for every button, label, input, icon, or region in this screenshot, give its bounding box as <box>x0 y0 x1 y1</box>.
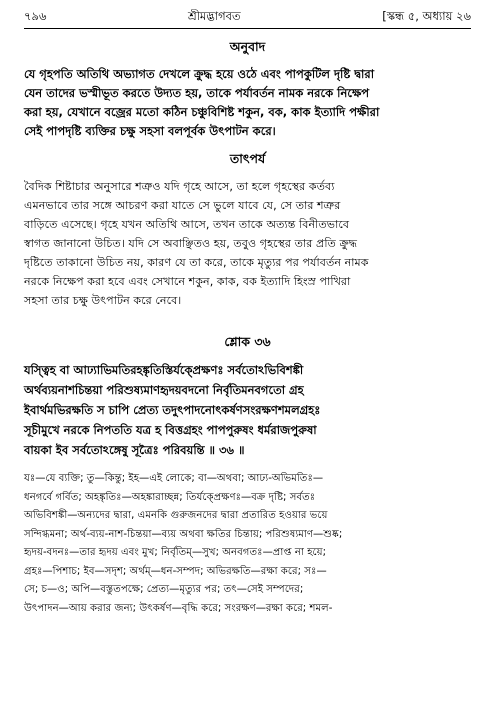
synonym-line: হৃদয়-বদনঃ—তার হৃদয় এবং মুখ; নির্বৃতিম্—সুখ; অনবগতঃ—প্রাপ্ত না হয়ে; <box>24 547 327 558</box>
word-synonyms <box>24 470 471 618</box>
purport-line: সহসা তার চক্ষু উৎপাটন করে নেবে। <box>24 294 182 307</box>
verse-line: অর্থব্যয়নাশচিন্তয়া পরিশুষ্যমাণহৃদয়বদনো নির্বৃতিমনবগতো গ্রহ <box>24 383 304 397</box>
page-number: ৭৯৬ <box>24 9 47 23</box>
chapter-reference: [স্কন্ধ ৫, অধ্যায় ২৬ <box>382 9 471 23</box>
synonym-line: উৎপাদন—আয় করার জন্য; উৎকর্ষণ—বৃদ্ধি করে; সংরক্ষণ—রক্ষা করে; শমল- <box>24 602 333 614</box>
synonym-line: গ্রহঃ—পিশাচ; ইব—সদৃশ; অর্থম্—ধন-সম্পদ; অভিরক্ষতি—রক্ষা করে; সঃ— <box>24 565 327 577</box>
verse-text <box>24 360 471 460</box>
verse-line: যস্ত্বিহ বা আঢ্যাভিমতিরহঙ্কৃতিস্তির্যক্প্রেক্ষণঃ সর্বতোঽভিবিশঙ্কী <box>24 363 304 377</box>
section-spacer <box>24 310 471 324</box>
header-rule <box>24 28 471 29</box>
purport-line: নরকে নিক্ষেপ করা হবে এবং সেখানে শকুন, কাক, বক ইত্যাদি হিংস্র পাখিরা <box>24 275 351 288</box>
synonym-line: অভিবিশঙ্কী—অন্যদের দ্বারা, এমনকি গুরুজনদের দ্বারা প্রতারিত হওয়ার ভয়ে <box>24 510 328 521</box>
synonym-line: সে; চ—ও; অপি—বস্তুতপক্ষে; প্রেত্য—মৃত্যুর পর; তৎ—সেই সম্পদের; <box>24 584 304 595</box>
purport-line: দৃষ্টিতে তাকানো উচিত নয়, কারণ যে তা করে, তাকে মৃত্যুর পর পর্যাবর্তন নামক <box>24 256 369 269</box>
verse-line: বায়কা ইব সর্বতোঽঙ্গেষু সূত্রৈঃ পরিবয়ন্তি ॥ ৩৬ ॥ <box>24 443 245 457</box>
verse-heading: শ্লোক ৩৬ <box>224 334 271 349</box>
purport-text <box>24 177 471 310</box>
purport-line: বৈদিক শিষ্টাচার অনুসারে শত্রুও যদি গৃহে আসে, তা হলে গৃহস্থের কর্তব্য <box>24 180 335 193</box>
synonym-line: যঃ—যে ব্যক্তি; তু—কিন্তু; ইহ—এই লোকে; বা—অথবা; আঢ্য-অভিমতিঃ— <box>24 473 324 484</box>
verse-line: সূচীমুখে নরকে নিপততি যত্র হ বিত্তগ্রহং পাপপুরুষং ধর্মরাজপুরুষা <box>24 423 317 437</box>
purport-heading: তাৎপর্য <box>229 151 266 166</box>
synonym-line: সন্দিগ্ধমনা; অর্থ-ব্যয়-নাশ-চিন্তয়া—ব্যয় অথবা ক্ষতির চিন্তায়; পরিশুষ্যমাণ—শুষ্ক; <box>24 528 343 540</box>
book-title: শ্রীমদ্ভাগবত <box>187 9 241 23</box>
synonym-line: ধনগর্বে গর্বিত; অহঙ্কৃতিঃ—অহঙ্কারাচ্ছন্ন; তির্যক্প্রেক্ষণঃ—বক্র দৃষ্টি; সর্বতঃ <box>24 491 316 503</box>
verse-line: ইবার্থমভিরক্ষতি স চাপি প্রেত্য তদুৎপাদনোৎকর্ষণসংরক্ষণশমলগ্রহঃ <box>24 403 321 417</box>
translation-line: যেন তাদের ভস্মীভূত করতে উদ্যত হয়, তাকে পর্যাবর্তন নামক নরকে নিক্ষেপ <box>24 86 370 100</box>
translation-line: করা হয়, যেখানে বজ্রের মতো কঠিন চঞ্চুবিশিষ্ট শকুন, বক, কাক ইত্যাদি পক্ষীরা <box>24 105 380 119</box>
translation-line: যে গৃহপতি অতিথি অভ্যাগত দেখলে ক্রুদ্ধ হয়ে ওঠে এবং পাপকুটিল দৃষ্টি দ্বারা <box>24 67 375 81</box>
translation-text <box>24 65 471 141</box>
purport-line: বাড়িতে এসেছে। গৃহে যখন অতিথি আসে, তখন তাকে অত্যন্ত বিনীতভাবে <box>24 218 350 231</box>
translation-line: সেই পাপদৃষ্টি ব্যক্তির চক্ষু সহসা বলপূর্বক উৎপাটন করে। <box>24 124 276 138</box>
purport-line: এমনভাবে তার সঙ্গে আচরণ করা যাতে সে ভুলে যাবে যে, সে তার শত্রুর <box>24 199 341 212</box>
translation-heading: অনুবাদ <box>229 39 266 54</box>
purport-line: স্বাগত জানানো উচিত। যদি সে অবাঞ্ছিতও হয়, তবুও গৃহস্থের তার প্রতি ক্রুদ্ধ <box>24 237 358 250</box>
page-header <box>24 6 471 26</box>
